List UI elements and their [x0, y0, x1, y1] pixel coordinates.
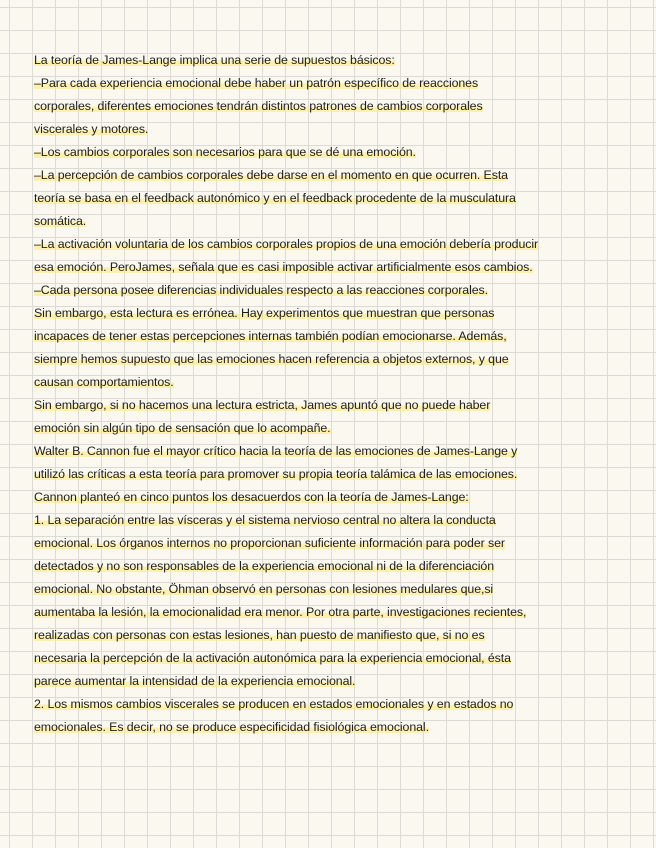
note-line-text: –Para cada experiencia emocional debe haber un patrón específico de reacciones — [34, 76, 479, 90]
note-line-text: siempre hemos supuesto que las emociones hacen referencia a objetos externos, y que — [34, 352, 509, 366]
note-line-21 — [34, 509, 634, 532]
note-line-text: 2. Los mismos cambios viscerales se producen en estados emocionales y en estados no — [34, 697, 514, 711]
note-line-30 — [34, 716, 634, 739]
note-line-22 — [34, 532, 634, 555]
note-line-text: viscerales y motores. — [34, 122, 149, 136]
note-line-23 — [34, 555, 634, 578]
note-line-text: emoción sin algún tipo de sensación que lo acompañe. — [34, 421, 331, 435]
note-line-text: aumentaba la lesión, la emocionalidad era menor. Por otra parte, investigaciones recientes, — [34, 605, 527, 619]
note-line-11 — [34, 279, 634, 302]
note-line-text: utilizó las críticas a esta teoría para promover su propia teoría talámica de las emociones. — [34, 467, 518, 481]
note-line-24 — [34, 578, 634, 601]
note-line-text: La teoría de James-Lange implica una serie de supuestos básicos: — [34, 53, 395, 67]
note-line-28 — [34, 670, 634, 693]
note-line-19 — [34, 463, 634, 486]
note-line-text: –Los cambios corporales son necesarios para que se dé una emoción. — [34, 145, 416, 159]
note-line-9 — [34, 233, 634, 256]
note-line-text: emocional. Los órganos internos no proporcionan suficiente información para poder ser — [34, 536, 505, 550]
note-line-17 — [34, 417, 634, 440]
note-line-text: incapaces de tener estas percepciones internas también podían emocionarse. Además, — [34, 329, 507, 343]
note-line-text: somática. — [34, 214, 87, 228]
note-line-10 — [34, 256, 634, 279]
note-line-12 — [34, 302, 634, 325]
note-line-text: –La activación voluntaria de los cambios corporales propios de una emoción debería producir — [34, 237, 539, 251]
note-line-5 — [34, 141, 634, 164]
note-line-15 — [34, 371, 634, 394]
note-line-text: emocionales. Es decir, no se produce especificidad fisiológica emocional. — [34, 720, 429, 734]
note-text-body — [34, 49, 634, 739]
note-line-text: Walter B. Cannon fue el mayor crítico hacia la teoría de las emociones de James-Lange y — [34, 444, 518, 458]
note-line-4 — [34, 118, 634, 141]
note-line-text: parece aumentar la intensidad de la experiencia emocional. — [34, 674, 356, 688]
note-line-18 — [34, 440, 634, 463]
note-line-text: –Cada persona posee diferencias individuales respecto a las reacciones corporales. — [34, 283, 488, 297]
note-line-text: corporales, diferentes emociones tendrán distintos patrones de cambios corporales — [34, 99, 483, 113]
note-line-26 — [34, 624, 634, 647]
note-line-text: causan comportamientos. — [34, 375, 174, 389]
note-line-text: necesaria la percepción de la activación autonómica para la experiencia emocional, ésta — [34, 651, 511, 665]
note-line-text: emocional. No obstante, Öhman observó en personas con lesiones medulares que,si — [34, 582, 494, 596]
note-line-text: esa emoción. PeroJames, señala que es casi imposible activar artificialmente esos cambios. — [34, 260, 533, 274]
note-line-text: teoría se basa en el feedback autonómico y en el feedback procedente de la musculatura — [34, 191, 516, 205]
note-line-text: detectados y no son responsables de la experiencia emocional ni de la diferenciación — [34, 559, 494, 573]
note-line-text: Sin embargo, esta lectura es errónea. Hay experimentos que muestran que personas — [34, 306, 495, 320]
note-line-text: –La percepción de cambios corporales debe darse en el momento en que ocurren. Esta — [34, 168, 508, 182]
note-line-text: Cannon planteó en cinco puntos los desacuerdos con la teoría de James-Lange: — [34, 490, 469, 504]
note-line-13 — [34, 325, 634, 348]
note-line-8 — [34, 210, 634, 233]
note-line-2 — [34, 72, 634, 95]
note-line-25 — [34, 601, 634, 624]
note-line-7 — [34, 187, 634, 210]
note-line-1 — [34, 49, 634, 72]
note-line-14 — [34, 348, 634, 371]
note-line-6 — [34, 164, 634, 187]
note-line-text: Sin embargo, si no hacemos una lectura estricta, James apuntó que no puede haber — [34, 398, 491, 412]
note-line-16 — [34, 394, 634, 417]
note-line-27 — [34, 647, 634, 670]
note-line-29 — [34, 693, 634, 716]
note-line-text: 1. La separación entre las vísceras y el sistema nervioso central no altera la conducta — [34, 513, 496, 527]
note-line-text: realizadas con personas con estas lesiones, han puesto de manifiesto que, si no es — [34, 628, 485, 642]
note-line-20 — [34, 486, 634, 509]
note-line-3 — [34, 95, 634, 118]
